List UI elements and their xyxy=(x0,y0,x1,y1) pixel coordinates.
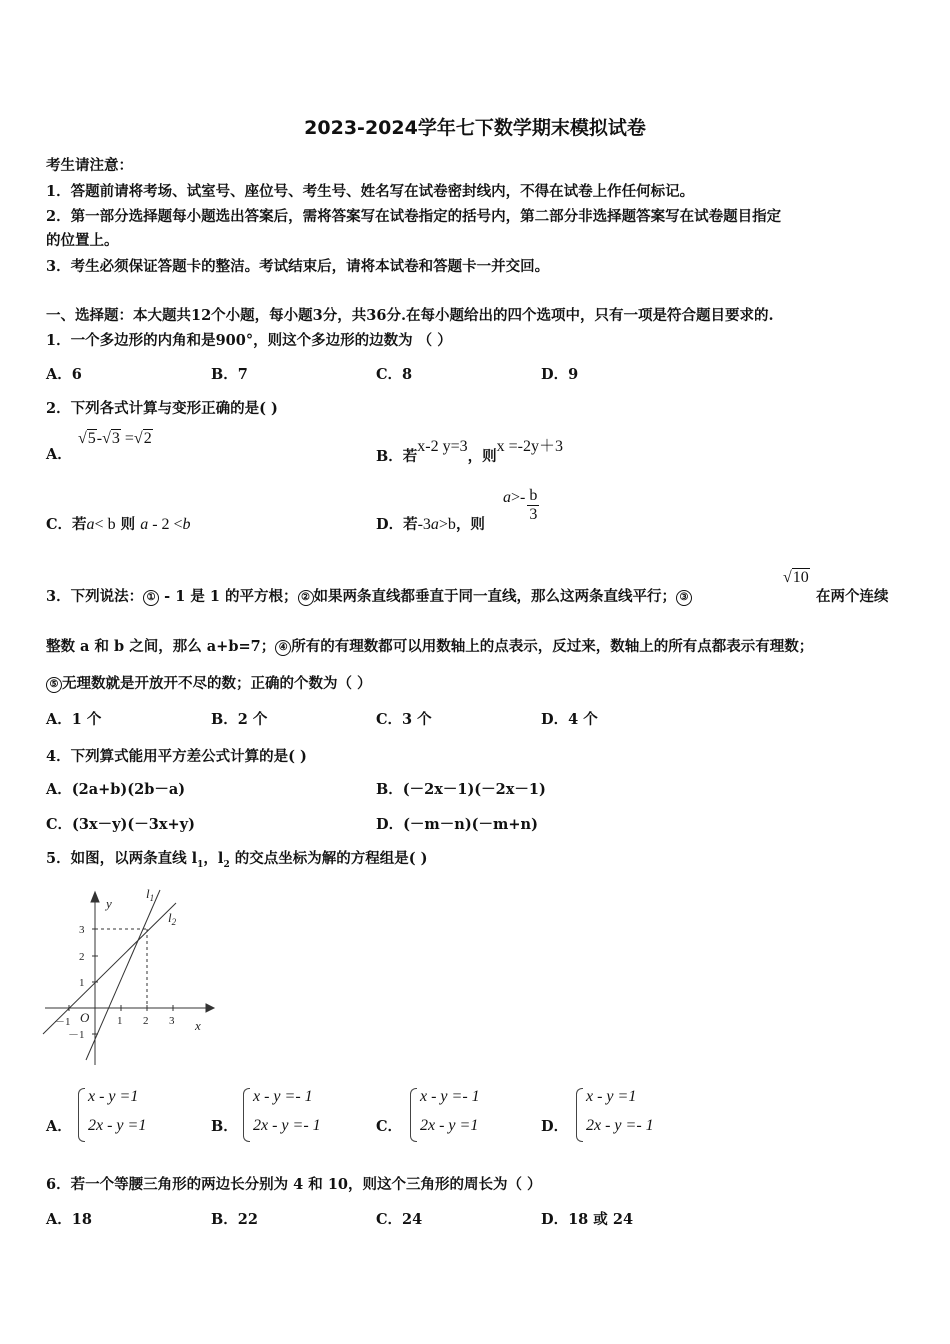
notice-item: 1．答题前请将考场、试室号、座位号、考生号、姓名写在试卷密封线内，不得在试卷上作任何标记。 xyxy=(46,183,695,200)
x-tick-label: 1 xyxy=(117,1015,123,1027)
origin-label: O xyxy=(80,1010,90,1025)
question-3-line1: 3．下列说法： ① - 1 是 1 的平方根； ② 如果两条直线都垂直于同一直线，那么这两条直线平行； ③ xyxy=(46,585,692,606)
q1-option-b: B．7 xyxy=(211,366,248,383)
x-axis-arrow xyxy=(206,1004,214,1012)
q5-option-a-label: A． xyxy=(46,1118,72,1135)
q3-option-b: B．2 个 xyxy=(211,711,268,728)
question-3-line1-end: 在两个连续 xyxy=(816,588,889,605)
q5-option-d-label: D． xyxy=(541,1118,569,1135)
brace-icon xyxy=(410,1088,417,1142)
sqrt-symbol: √5 xyxy=(78,430,96,447)
q1-option-c: C．8 xyxy=(376,366,413,383)
q2-option-d: D．若-3a>b，则 xyxy=(376,516,485,533)
q2-option-a-formula: √5-√3 =√2 xyxy=(78,430,152,447)
q4-option-a: A．(2a+b)(2b－a) xyxy=(46,781,186,798)
q2-option-d-formula: a>- $\frac{b}{3}$ xyxy=(503,487,538,523)
q5-option-b-label: B． xyxy=(211,1118,238,1135)
brace-icon xyxy=(576,1088,583,1142)
y-axis-arrow xyxy=(91,892,99,902)
y-tick-label: 1 xyxy=(79,977,85,989)
notice-item: 3．考生必须保证答题卡的整洁。考试结束后，请将本试卷和答题卡一并交回。 xyxy=(46,258,550,275)
q6-option-d: D．18 或 24 xyxy=(541,1211,634,1228)
q4-option-c: C．(3x－y)(－3x+y) xyxy=(46,816,195,833)
q1-option-a: A．6 xyxy=(46,366,82,383)
line-l2 xyxy=(43,903,176,1034)
y-axis-label: y xyxy=(106,896,112,911)
q5-option-c-label: C． xyxy=(376,1118,403,1135)
q1-option-d: D．9 xyxy=(541,366,579,383)
y-tick-label: 2 xyxy=(79,951,85,963)
q4-option-d: D．(－m－n)(－m+n) xyxy=(376,816,538,833)
y-tick-label: －1 xyxy=(68,1029,85,1041)
y-tick-label: 3 xyxy=(79,924,85,936)
question-5-stem: 5．如图，以两条直线 $l_1$，$l_2$ 的交点坐标为解的方程组是( ) xyxy=(46,850,428,870)
q4-option-b: B．(－2x－1)(－2x－1) xyxy=(376,781,546,798)
q6-option-b: B．22 xyxy=(211,1211,258,1228)
notice-item: 的位置上。 xyxy=(46,232,119,249)
q6-option-a: A．18 xyxy=(46,1211,92,1228)
notice-heading: 考生请注意： xyxy=(46,157,133,174)
q2-option-c: C．若a< b 则 a - 2 <b xyxy=(46,516,191,533)
x-tick-label: －1 xyxy=(54,1016,71,1028)
question-1-stem: 1．一个多边形的内角和是900°，则这个多边形的边数为 （ ） xyxy=(46,332,452,349)
question-6-stem: 6．若一个等腰三角形的两边长分别为 4 和 10，则这个三角形的周长为（ ） xyxy=(46,1176,542,1193)
q6-option-c: C．24 xyxy=(376,1211,423,1228)
section-heading: 一、选择题：本大题共12个小题，每小题3分，共36分.在每小题给出的四个选项中，只有一项是符合题目要求的. xyxy=(46,307,774,324)
page-title: 2023-2024学年七下数学期末模拟试卷 xyxy=(304,117,646,139)
question-3-line3: ⑤ 无理数就是开放开不尽的数；正确的个数为（ ） xyxy=(46,672,372,693)
q3-sqrt10: √10 xyxy=(783,569,809,586)
question-4-stem: 4．下列算式能用平方差公式计算的是( ) xyxy=(46,748,307,765)
notice-item: 2．第一部分选择题每小题选出答案后，需将答案写在试卷指定的括号内，第二部分非选择题答案写在试卷题目指定 xyxy=(46,208,782,225)
x-tick-label: 2 xyxy=(143,1015,149,1027)
l1-label: $l_1$ xyxy=(146,886,155,903)
coordinate-graph xyxy=(40,880,220,1070)
question-2-stem: 2．下列各式计算与变形正确的是( ) xyxy=(46,400,278,417)
x-axis-label: x xyxy=(195,1018,201,1033)
q3-option-a: A．1 个 xyxy=(46,711,102,728)
line-l1 xyxy=(86,890,160,1060)
question-3-line2: 整数 a 和 b 之间，那么 a+b=7； ④ 所有的有理数都可以用数轴上的点表示，反过来，数轴上的所有点都表示有理数； xyxy=(46,638,814,655)
q3-option-c: C．3 个 xyxy=(376,711,432,728)
q2-option-a: A． xyxy=(46,446,72,463)
x-tick-label: 3 xyxy=(169,1015,175,1027)
brace-icon xyxy=(243,1088,250,1142)
q2-option-b: B．若x-2 y=3，则x =-2y＋3 xyxy=(376,438,563,465)
brace-icon xyxy=(78,1088,85,1142)
l2-label: $l_2$ xyxy=(168,910,177,927)
q3-option-d: D．4 个 xyxy=(541,711,598,728)
